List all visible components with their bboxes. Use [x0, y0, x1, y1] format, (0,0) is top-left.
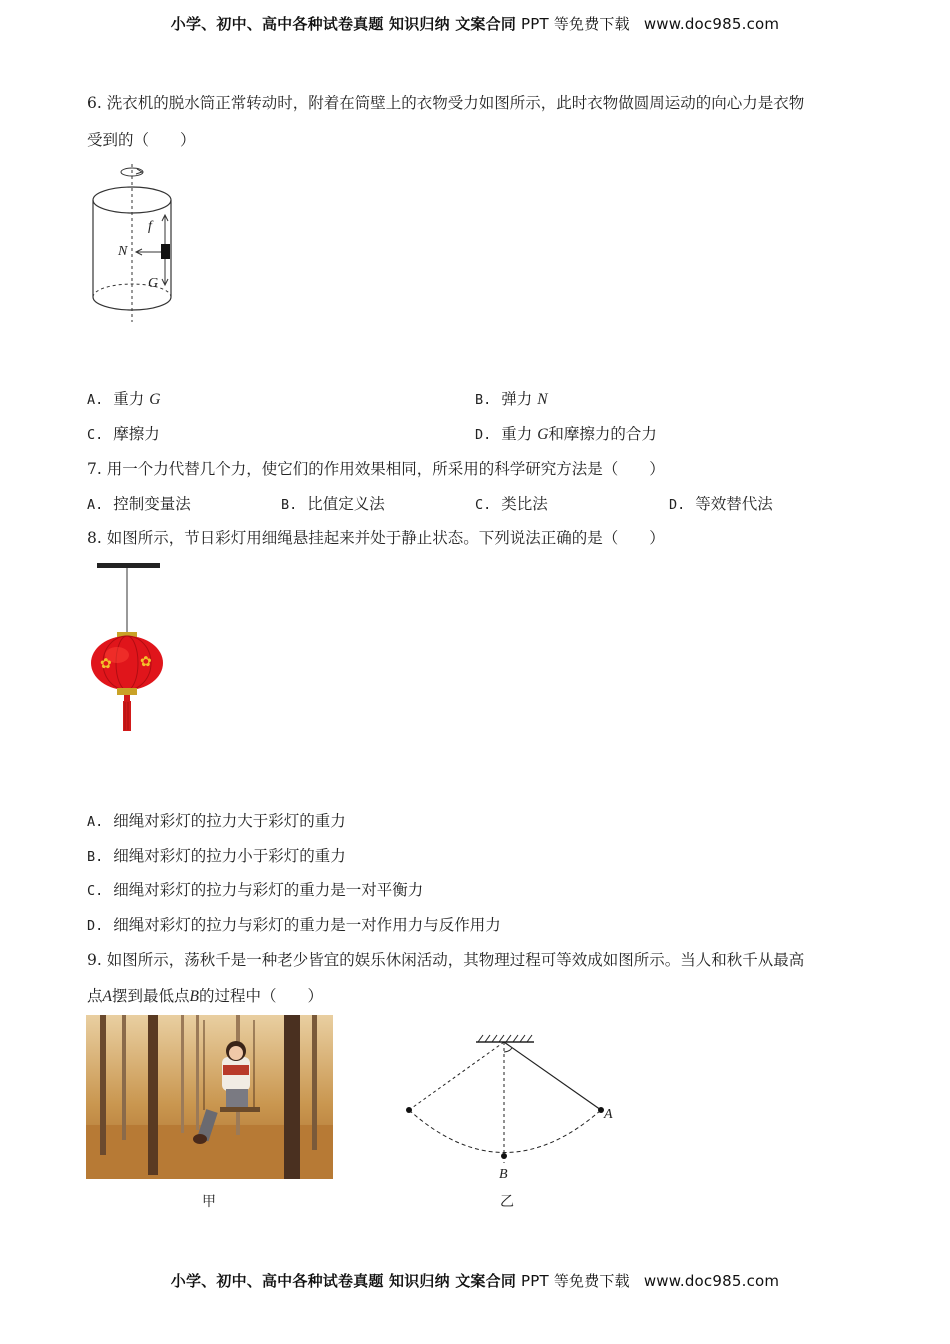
q6-stem-line2: 受到的（ ）	[87, 131, 196, 149]
option-variable: N	[537, 391, 548, 408]
q7-option-a[interactable]	[87, 492, 191, 514]
option-text: 比值定义法	[307, 495, 385, 513]
option-letter: A.	[87, 497, 104, 513]
q8-option-d[interactable]	[87, 913, 501, 935]
option-text: 等效替代法	[695, 495, 773, 513]
q6-stem-line1: 6. 洗衣机的脱水筒正常转动时，附着在筒壁上的衣物受力如图所示，此时衣物做圆周运动的向心力是衣物	[87, 94, 805, 112]
option-letter: C.	[475, 497, 492, 513]
option-text: 细绳对彩灯的拉力大于彩灯的重力	[113, 812, 346, 830]
point-a-label: A	[604, 1107, 613, 1122]
point-a-var: A	[102, 988, 112, 1005]
point-b-label: B	[499, 1167, 508, 1182]
option-text: 摩擦力	[113, 425, 160, 443]
footer-ppt: PPT 等免费下载	[516, 1272, 630, 1290]
text: 点	[87, 987, 103, 1005]
q9-stem-line2	[87, 984, 323, 1006]
option-text: 和摩擦力的合力	[548, 425, 657, 443]
q7-option-c[interactable]	[475, 492, 548, 514]
q6-option-c[interactable]	[87, 422, 160, 444]
option-text: 弹力	[501, 390, 533, 408]
option-text: 细绳对彩灯的拉力小于彩灯的重力	[113, 847, 346, 865]
q8-stem: 8. 如图所示，节日彩灯用细绳悬挂起来并处于静止状态。下列说法正确的是（ ）	[87, 529, 665, 547]
q6-label-G: G	[148, 276, 159, 291]
option-letter: D.	[87, 918, 104, 934]
q6-label-f: f	[148, 219, 152, 234]
q6-option-d[interactable]	[475, 422, 657, 444]
option-text: 细绳对彩灯的拉力与彩灯的重力是一对作用力与反作用力	[113, 916, 501, 934]
header-site-link[interactable]: www.doc985.com	[643, 15, 780, 33]
q6-label-N: N	[118, 244, 128, 259]
svg-text:✿: ✿	[100, 656, 112, 672]
q6-washer-drum-figure	[85, 160, 185, 325]
q8-option-c[interactable]	[87, 878, 423, 900]
text: 的过程中（ ）	[198, 987, 323, 1005]
option-text: 重力	[501, 425, 533, 443]
page-header	[0, 13, 950, 34]
option-variable: G	[537, 426, 549, 443]
option-variable: G	[149, 391, 161, 408]
q9-stem-line1: 9. 如图所示，荡秋千是一种老少皆宜的娱乐休闲活动，其物理过程可等效成如图所示。当人和秋千从最高	[87, 951, 805, 969]
option-letter: D.	[669, 497, 686, 513]
option-letter: C.	[87, 883, 104, 899]
svg-text:✿: ✿	[140, 654, 152, 670]
option-letter: A.	[87, 392, 104, 408]
option-letter: A.	[87, 814, 104, 830]
footer-title: 小学、初中、高中各种试卷真题 知识归纳 文案合同	[170, 1272, 517, 1290]
q9-pendulum-diagram	[400, 1030, 620, 1190]
q8-option-a[interactable]	[87, 809, 346, 831]
option-letter: B.	[281, 497, 298, 513]
q9-swing-photo	[86, 1015, 333, 1179]
option-letter: B.	[475, 392, 492, 408]
q6-option-b[interactable]	[475, 387, 548, 409]
header-title: 小学、初中、高中各种试卷真题 知识归纳 文案合同	[170, 15, 517, 33]
q8-lantern-figure	[90, 560, 170, 735]
point-b-var: B	[189, 988, 199, 1005]
q8-option-b[interactable]	[87, 844, 346, 866]
q6-option-a[interactable]	[87, 387, 160, 409]
q7-option-b[interactable]	[281, 492, 385, 514]
q9-caption-jia: 甲	[202, 1194, 216, 1210]
option-text: 细绳对彩灯的拉力与彩灯的重力是一对平衡力	[113, 881, 424, 899]
option-letter: C.	[87, 427, 104, 443]
text: 摆到最低点	[111, 987, 190, 1005]
q9-caption-yi: 乙	[500, 1194, 514, 1210]
option-letter: D.	[475, 427, 492, 443]
header-ppt: PPT 等免费下载	[516, 15, 630, 33]
option-text: 控制变量法	[113, 495, 191, 513]
footer-site-link[interactable]: www.doc985.com	[643, 1272, 780, 1290]
q7-stem: 7. 用一个力代替几个力，使它们的作用效果相同，所采用的科学研究方法是（ ）	[87, 460, 665, 478]
option-letter: B.	[87, 849, 104, 865]
page-footer	[0, 1270, 950, 1291]
option-text: 类比法	[501, 495, 548, 513]
q7-option-d[interactable]	[669, 492, 773, 514]
option-text: 重力	[113, 390, 145, 408]
